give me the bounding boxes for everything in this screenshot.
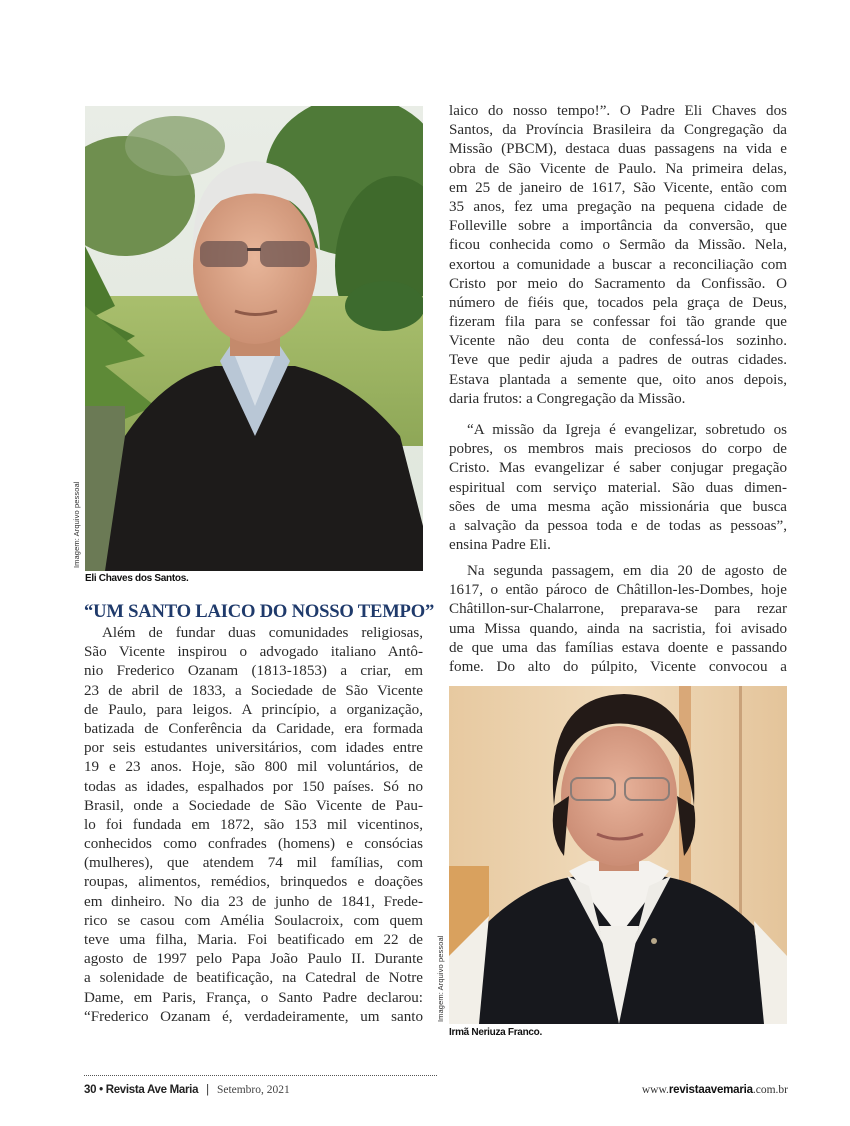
- footer-folio: [84, 1084, 290, 1096]
- url-suffix: .com.br: [752, 1084, 788, 1096]
- text-line: 23 de abril de 1833, a Sociedade de São Vicente: [84, 682, 423, 699]
- text-line: em 25 de janeiro de 1617, São Vicente, então com: [449, 179, 787, 196]
- portrait-image: [85, 106, 423, 571]
- url-prefix: www.: [641, 1084, 669, 1096]
- photo-irma-neriuza: [449, 686, 787, 1024]
- photo-caption: Irmã Neriuza Franco.: [449, 1027, 542, 1038]
- text-line: Cristo por meio do Sacramento da Confissão. O: [449, 275, 787, 292]
- text-line: de Paulo, para leigos. A princípio, a organização,: [84, 701, 423, 718]
- photo-credit: Imagem: Arquivo pessoal: [72, 481, 81, 568]
- text-line: ficou conhecida como o Sermão da Missão. Nela,: [449, 237, 787, 254]
- text-line: 1617, o então pároco de Châtillon-les-Dombes, hoje: [449, 582, 787, 599]
- text-line: Estava plantada a semente que, oito anos depois,: [449, 371, 787, 388]
- text-line: conhecidos como confrades (homens) e consócias: [84, 836, 423, 853]
- text-line: Folleville sobre a importância da conversão, que: [449, 218, 787, 235]
- text-line: por seis estudantes universitários, com idades entre: [84, 740, 423, 757]
- text-line: agosto de 1997 pelo Papa João Paulo II. Durante: [84, 951, 423, 968]
- left-column-text: [84, 624, 423, 1027]
- text-line: Teve que pedir ajuda a padres de outras cidades.: [449, 352, 787, 369]
- photo-credit: Imagem: Arquivo pessoal: [436, 935, 445, 1022]
- text-line: todas as idades, espalhados por 150 países. Só no: [84, 778, 423, 795]
- text-line: (mulheres), que atendem 74 mil famílias, com: [84, 855, 423, 872]
- text-line: obra de São Vicente de Paulo. Na primeira delas,: [449, 160, 787, 177]
- text-line: “Frederico Ozanam é, verdadeiramente, um santo: [84, 1008, 423, 1025]
- text-line: laico do nosso tempo!”. O Padre Eli Chaves dos: [449, 103, 787, 119]
- text-line: Além de fundar duas comunidades religiosas,: [102, 625, 423, 641]
- text-line: batizada de Conferência da Caridade, era formada: [84, 720, 423, 737]
- text-line: a salvação da pessoa toda e de todas as pessoas”,: [449, 517, 787, 534]
- text-line: Cristo. Mas evangelizar é saber conjugar pregação: [449, 460, 787, 477]
- issue-date: Setembro, 2021: [216, 1084, 290, 1096]
- bullet-separator: •: [99, 1084, 103, 1096]
- text-line: fome. Do alto do púlpito, Vicente convocou a: [449, 658, 787, 675]
- text-line: de que uma das famílias estava doente e passando: [449, 639, 787, 656]
- magazine-name: Revista Ave Maria: [105, 1084, 199, 1096]
- text-line: 19 e 23 anos. Hoje, são 800 mil voluntários, de: [84, 759, 423, 776]
- text-line: teve uma filha, Maria. Foi beatificado em 22 de: [84, 932, 423, 948]
- photo-eli-chaves: [85, 106, 423, 571]
- text-line: nio Frederico Ozanam (1813-1853) a criar, em: [84, 663, 423, 680]
- text-line: espiritual com serviço material. São duas dimen-: [449, 479, 787, 496]
- text-line: ensina Padre Eli.: [449, 537, 551, 554]
- footer-url[interactable]: [642, 1084, 788, 1096]
- right-column-paragraph-3: [449, 562, 787, 677]
- pipe-separator: |: [206, 1084, 210, 1096]
- text-line: uma Missa quando, ainda na sacristia, foi avisado: [449, 620, 787, 637]
- section-heading: “UM SANTO LAICO DO NOSSO TEMPO”: [84, 601, 435, 622]
- text-line: “A missão da Igreja é evangelizar, sobretudo os: [467, 422, 787, 438]
- text-line: pobres, os membros mais preciosos do corpo de: [449, 441, 787, 458]
- text-line: fizeram fila para se confessar foi tão grande que: [449, 314, 787, 331]
- page-number: 30: [84, 1084, 97, 1096]
- right-column-paragraph-1: [449, 102, 787, 409]
- photo-caption: Eli Chaves dos Santos.: [85, 573, 189, 584]
- text-line: número de fiéis que, tocados pela graça de Deus,: [449, 294, 787, 311]
- text-line: Missão (PBCM), destaca duas passagens na vida e: [449, 141, 787, 158]
- text-line: rico se casou com Amélia Soulacroix, com quem: [84, 912, 423, 929]
- portrait-image: [449, 686, 787, 1024]
- text-line: a solenidade de beatificação, na Catedral de Notre: [84, 970, 423, 987]
- text-line: exortou a comunidade a buscar a reconciliação com: [449, 256, 787, 273]
- text-line: Vicente não deu conta de confessá-los sozinho.: [449, 333, 787, 350]
- url-domain: revistaavemaria: [668, 1084, 753, 1096]
- text-line: Na segunda passagem, em dia 20 de agosto de: [467, 563, 787, 579]
- text-line: daria frutos: a Congregação da Missão.: [449, 390, 686, 407]
- footer-divider: [84, 1075, 437, 1076]
- text-line: 35 anos, fez uma pregação na pequena cidade de: [449, 198, 787, 215]
- text-line: sões de uma mesma ação missionária que busca: [449, 498, 787, 515]
- text-line: Dame, em Paris, França, o Santo Padre declarou:: [84, 989, 423, 1006]
- text-line: lo foi fundada em 1872, são 153 mil vicentinos,: [84, 816, 423, 833]
- text-line: em dinheiro. No dia 23 de junho de 1841, Frede-: [84, 893, 423, 910]
- text-line: São Vicente inspirou o advogado italiano Antô-: [84, 644, 423, 661]
- text-line: roupas, alimentos, remédios, brinquedos e doações: [84, 874, 423, 891]
- right-column-paragraph-2: [449, 421, 787, 555]
- text-line: Châtillon-sur-Chalarrone, preparava-se para rezar: [449, 601, 787, 618]
- text-line: Santos, da Província Brasileira da Congregação da: [449, 122, 787, 139]
- text-line: Brasil, onde a Sociedade de São Vicente de Pau-: [84, 797, 423, 814]
